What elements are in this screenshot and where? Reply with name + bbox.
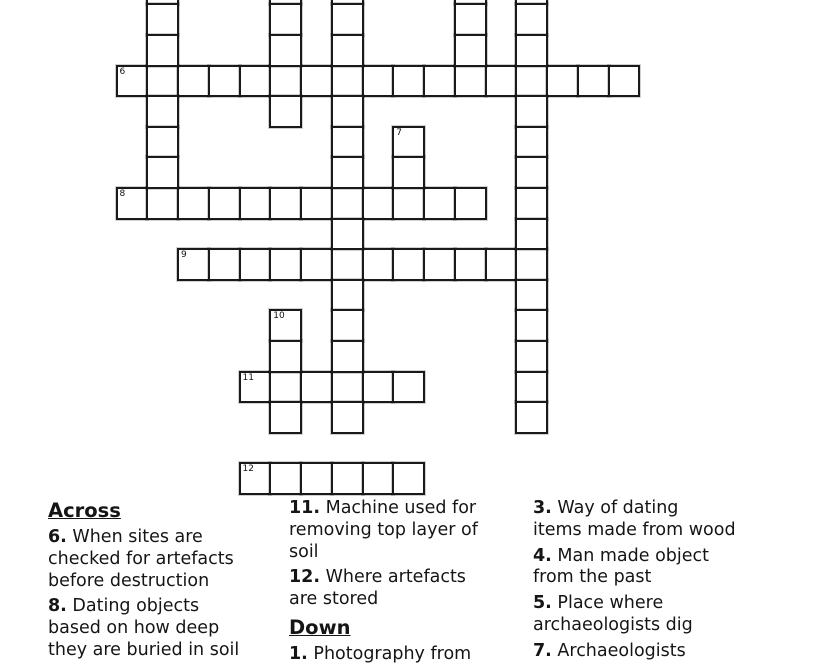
- clue-text-line: archaeologists dig: [533, 614, 693, 635]
- clue-1: [289, 644, 527, 666]
- clue-text-line: soil: [289, 541, 319, 562]
- clue-text-line: from the past: [533, 567, 652, 588]
- clue-number: 3.: [533, 498, 552, 518]
- clue-11: [289, 498, 527, 563]
- clue-text-line: are stored: [289, 589, 379, 610]
- cell-number: 9: [181, 250, 187, 261]
- clue-text-line: checked for artefacts: [48, 548, 234, 569]
- clue-number: 1.: [289, 643, 308, 664]
- cell-number: 12: [242, 464, 254, 475]
- clue-6: [48, 527, 284, 592]
- across-heading: Across: [48, 499, 121, 522]
- clue-5: [533, 593, 811, 637]
- clue-12: [289, 567, 527, 611]
- clue-text-line: before destruction: [48, 570, 210, 591]
- clue-text-line: removing top layer of: [289, 519, 478, 540]
- cell-number: 10: [273, 311, 285, 322]
- clue-text-line: Photography from: [313, 643, 472, 664]
- clues-column-left: [48, 498, 284, 666]
- clue-number: 12.: [289, 567, 321, 588]
- clue-text-line: When sites are: [72, 527, 203, 547]
- cell-number: 8: [119, 189, 126, 199]
- clue-text-line: Dating objects: [72, 596, 200, 617]
- clue-text-line: Machine used for: [325, 498, 477, 518]
- clue-number: 4.: [533, 545, 552, 566]
- clue-number: 11.: [289, 498, 321, 518]
- cell-number: 6: [119, 66, 126, 77]
- cell-number: 11: [242, 372, 254, 383]
- down-heading: Down: [289, 615, 351, 639]
- cell-number: 7: [396, 127, 402, 138]
- clue-text-line: Where artefacts: [325, 567, 466, 588]
- clue-text-line: Man made object: [557, 545, 710, 566]
- clue-text-line: based on how deep: [48, 618, 220, 639]
- clue-8: [48, 596, 284, 661]
- clue-3: [533, 498, 811, 542]
- clue-number: 5.: [533, 593, 552, 614]
- clue-number: 7.: [533, 640, 552, 661]
- clue-number: 8.: [48, 596, 67, 617]
- clue-number: 6.: [48, 527, 67, 547]
- clue-text-line: they are buried in soil: [48, 639, 240, 660]
- clue-text-line: items made from wood: [533, 519, 736, 540]
- clue-text-line: Way of dating: [557, 498, 679, 518]
- clue-7: [533, 641, 811, 663]
- clue-4: [533, 546, 811, 590]
- clues-column-right: [533, 498, 811, 667]
- clues-column-middle: [289, 498, 527, 670]
- clue-text-line: Archaeologists: [557, 640, 686, 661]
- clue-text-line: Place where: [557, 593, 664, 614]
